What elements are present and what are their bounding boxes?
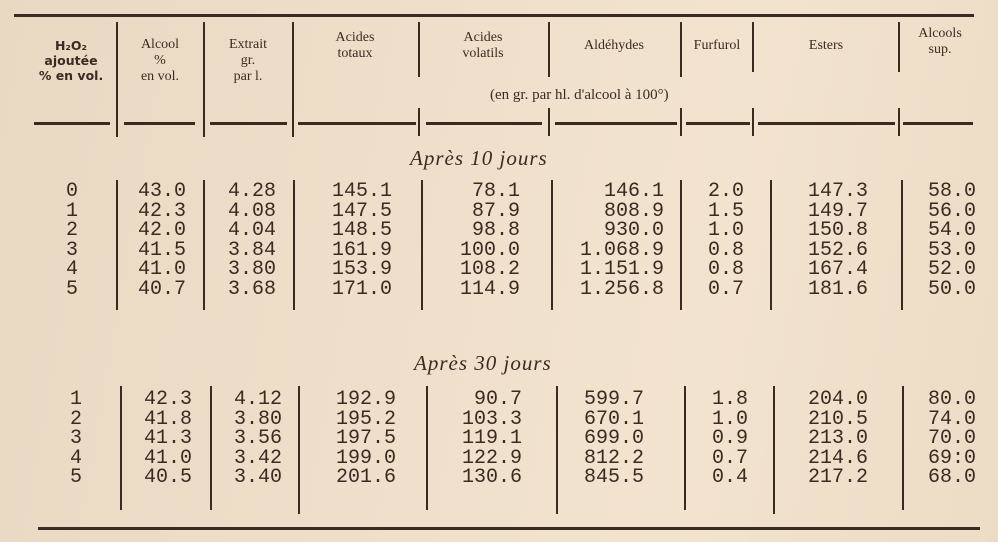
cell: 90.7 (473, 388, 522, 411)
cell: 195.2 (335, 407, 396, 431)
cell: 78.1 (471, 180, 520, 203)
cell: 4.12 (233, 388, 282, 411)
cell: 3 (69, 427, 82, 451)
cell: 56.0 (927, 199, 976, 223)
column-divider (426, 386, 428, 510)
column-divider (680, 108, 682, 136)
cell: 161.9 (331, 238, 392, 262)
column-extrait (206, 182, 276, 300)
cell: 42.3 (143, 388, 192, 411)
cell: 181.6 (807, 277, 868, 301)
column-divider (901, 180, 903, 310)
cell: 74.0 (927, 407, 976, 431)
cell: 54.0 (927, 219, 976, 243)
cell: 98.8 (471, 219, 520, 243)
cell: 599.7 (583, 388, 644, 411)
cell: 0 (65, 180, 78, 203)
cell: 145.1 (331, 180, 392, 203)
cell: 5 (65, 277, 78, 301)
bottom-rule (38, 527, 980, 530)
cell: 812.2 (583, 446, 644, 470)
column-divider (902, 386, 904, 510)
column-furfurol (688, 390, 748, 488)
cell: 1 (69, 388, 82, 411)
column-divider (898, 108, 900, 136)
column-divider (298, 386, 300, 514)
cell: 3.80 (227, 258, 276, 282)
cell: 68.0 (927, 466, 976, 490)
cell: 167.4 (807, 258, 868, 282)
cell: 149.7 (807, 199, 868, 223)
cell: 4.08 (227, 199, 276, 223)
column-divider (752, 108, 754, 136)
cell: 122.9 (461, 446, 522, 470)
cell: 4.28 (227, 180, 276, 203)
column-divider (418, 108, 420, 136)
cell: 87.9 (471, 199, 520, 223)
cell: 3.56 (233, 427, 282, 451)
header-extrait: Extrait gr. par l. (228, 37, 268, 84)
cell: 41.0 (143, 446, 192, 470)
column-divider (684, 386, 686, 510)
column-h2o2 (56, 390, 96, 488)
cell: 4 (65, 258, 78, 282)
column-divider (421, 180, 423, 310)
cell: 41.8 (143, 407, 192, 431)
header-underline (210, 122, 287, 125)
cell: 1.151.9 (579, 258, 664, 282)
cell: 214.6 (807, 446, 868, 470)
header-underline (124, 122, 195, 125)
cell: 100.0 (459, 238, 520, 262)
header-aldehydes: Aldéhydes (584, 38, 644, 53)
cell: 40.7 (137, 277, 186, 301)
column-divider (556, 386, 558, 514)
cell: 108.2 (459, 258, 520, 282)
cell: 150.8 (807, 219, 868, 243)
cell: 147.5 (331, 199, 392, 223)
header-h2o2: H₂O₂ ajoutée % en vol. (38, 38, 104, 83)
header-underline (758, 122, 895, 125)
cell: 69:0 (927, 446, 976, 470)
column-acides-volatils (426, 182, 520, 300)
column-divider (770, 180, 772, 310)
cell: 42.3 (137, 199, 186, 223)
cell: 2 (65, 219, 78, 243)
cell: 1.0 (707, 219, 744, 243)
cell: 4 (69, 446, 82, 470)
cell: 1.8 (711, 388, 748, 411)
cell: 80.0 (927, 388, 976, 411)
cell: 213.0 (807, 427, 868, 451)
column-divider (293, 180, 295, 310)
header-underline (555, 122, 677, 125)
cell: 146.1 (603, 180, 664, 203)
section-title-10-days: Après 10 jours (410, 146, 548, 170)
cell: 1.068.9 (579, 238, 664, 262)
header-esters: Esters (808, 38, 844, 53)
cell: 3.84 (227, 238, 276, 262)
cell: 217.2 (807, 466, 868, 490)
cell: 53.0 (927, 238, 976, 262)
cell: 41.0 (137, 258, 186, 282)
cell: 3.68 (227, 277, 276, 301)
cell: 0.8 (707, 238, 744, 262)
cell: 1.5 (707, 199, 744, 223)
cell: 148.5 (331, 219, 392, 243)
cell: 58.0 (927, 180, 976, 203)
cell: 130.6 (461, 466, 522, 490)
cell: 199.0 (335, 446, 396, 470)
cell: 42.0 (137, 219, 186, 243)
cell: 204.0 (807, 388, 868, 411)
header-underline (426, 122, 542, 125)
column-divider (203, 180, 205, 310)
column-alcool (120, 182, 186, 300)
cell: 0.9 (711, 427, 748, 451)
cell: 40.5 (143, 466, 192, 490)
column-divider (548, 108, 550, 136)
column-divider (120, 386, 122, 510)
column-divider (680, 180, 682, 310)
column-aldehydes (554, 182, 664, 300)
cell: 103.3 (461, 407, 522, 431)
cell: 153.9 (331, 258, 392, 282)
cell: 41.3 (143, 427, 192, 451)
cell: 808.9 (603, 199, 664, 223)
header-alcools-sup: Alcools sup. (918, 26, 962, 57)
cell: 119.1 (461, 427, 522, 451)
column-divider (116, 180, 118, 310)
cell: 52.0 (927, 258, 976, 282)
cell: 210.5 (807, 407, 868, 431)
column-acides-volatils (430, 390, 522, 488)
cell: 197.5 (335, 427, 396, 451)
header-acides-volatils: Acides volatils (462, 30, 504, 61)
cell: 50.0 (927, 277, 976, 301)
cell: 845.5 (583, 466, 644, 490)
cell: 3.42 (233, 446, 282, 470)
column-alcools-sup (906, 390, 976, 488)
cell: 930.0 (603, 219, 664, 243)
column-alcools-sup (904, 182, 976, 300)
cell: 2 (69, 407, 82, 431)
header-underline (34, 122, 110, 125)
cell: 0.8 (707, 258, 744, 282)
top-rule (14, 14, 974, 17)
header-underline (686, 122, 750, 125)
column-acides-totaux (304, 390, 396, 488)
cell: 147.3 (807, 180, 868, 203)
section-title-30-days: Après 30 jours (414, 351, 552, 375)
header-alcool: Alcool % en vol. (140, 37, 180, 84)
cell: 0.4 (711, 466, 748, 490)
cell: 4.04 (227, 219, 276, 243)
unit-note: (en gr. par hl. d'alcool à 100°) (490, 87, 669, 103)
header-acides-totaux: Acides totaux (335, 30, 375, 61)
cell: 114.9 (459, 277, 520, 301)
cell: 3 (65, 238, 78, 262)
column-esters (774, 182, 868, 300)
column-furfurol (684, 182, 744, 300)
cell: 5 (69, 466, 82, 490)
cell: 1 (65, 199, 78, 223)
column-esters (776, 390, 868, 488)
header-underline (903, 122, 973, 125)
cell: 1.0 (711, 407, 748, 431)
column-alcool (124, 390, 192, 488)
column-divider (551, 180, 553, 310)
cell: 1.256.8 (579, 277, 664, 301)
header-furfurol: Furfurol (693, 38, 741, 53)
cell: 70.0 (927, 427, 976, 451)
cell: 43.0 (137, 180, 186, 203)
cell: 41.5 (137, 238, 186, 262)
cell: 171.0 (331, 277, 392, 301)
column-aldehydes (560, 390, 644, 488)
cell: 0.7 (711, 446, 748, 470)
cell: 2.0 (707, 180, 744, 203)
column-extrait (212, 390, 282, 488)
cell: 201.6 (335, 466, 396, 490)
cell: 3.40 (233, 466, 282, 490)
column-acides-totaux (300, 182, 392, 300)
cell: 192.9 (335, 388, 396, 411)
cell: 670.1 (583, 407, 644, 431)
cell: 699.0 (583, 427, 644, 451)
cell: 3.80 (233, 407, 282, 431)
cell: 152.6 (807, 238, 868, 262)
header-underline (298, 122, 416, 125)
column-h2o2 (52, 182, 92, 300)
column-divider (773, 386, 775, 514)
cell: 0.7 (707, 277, 744, 301)
